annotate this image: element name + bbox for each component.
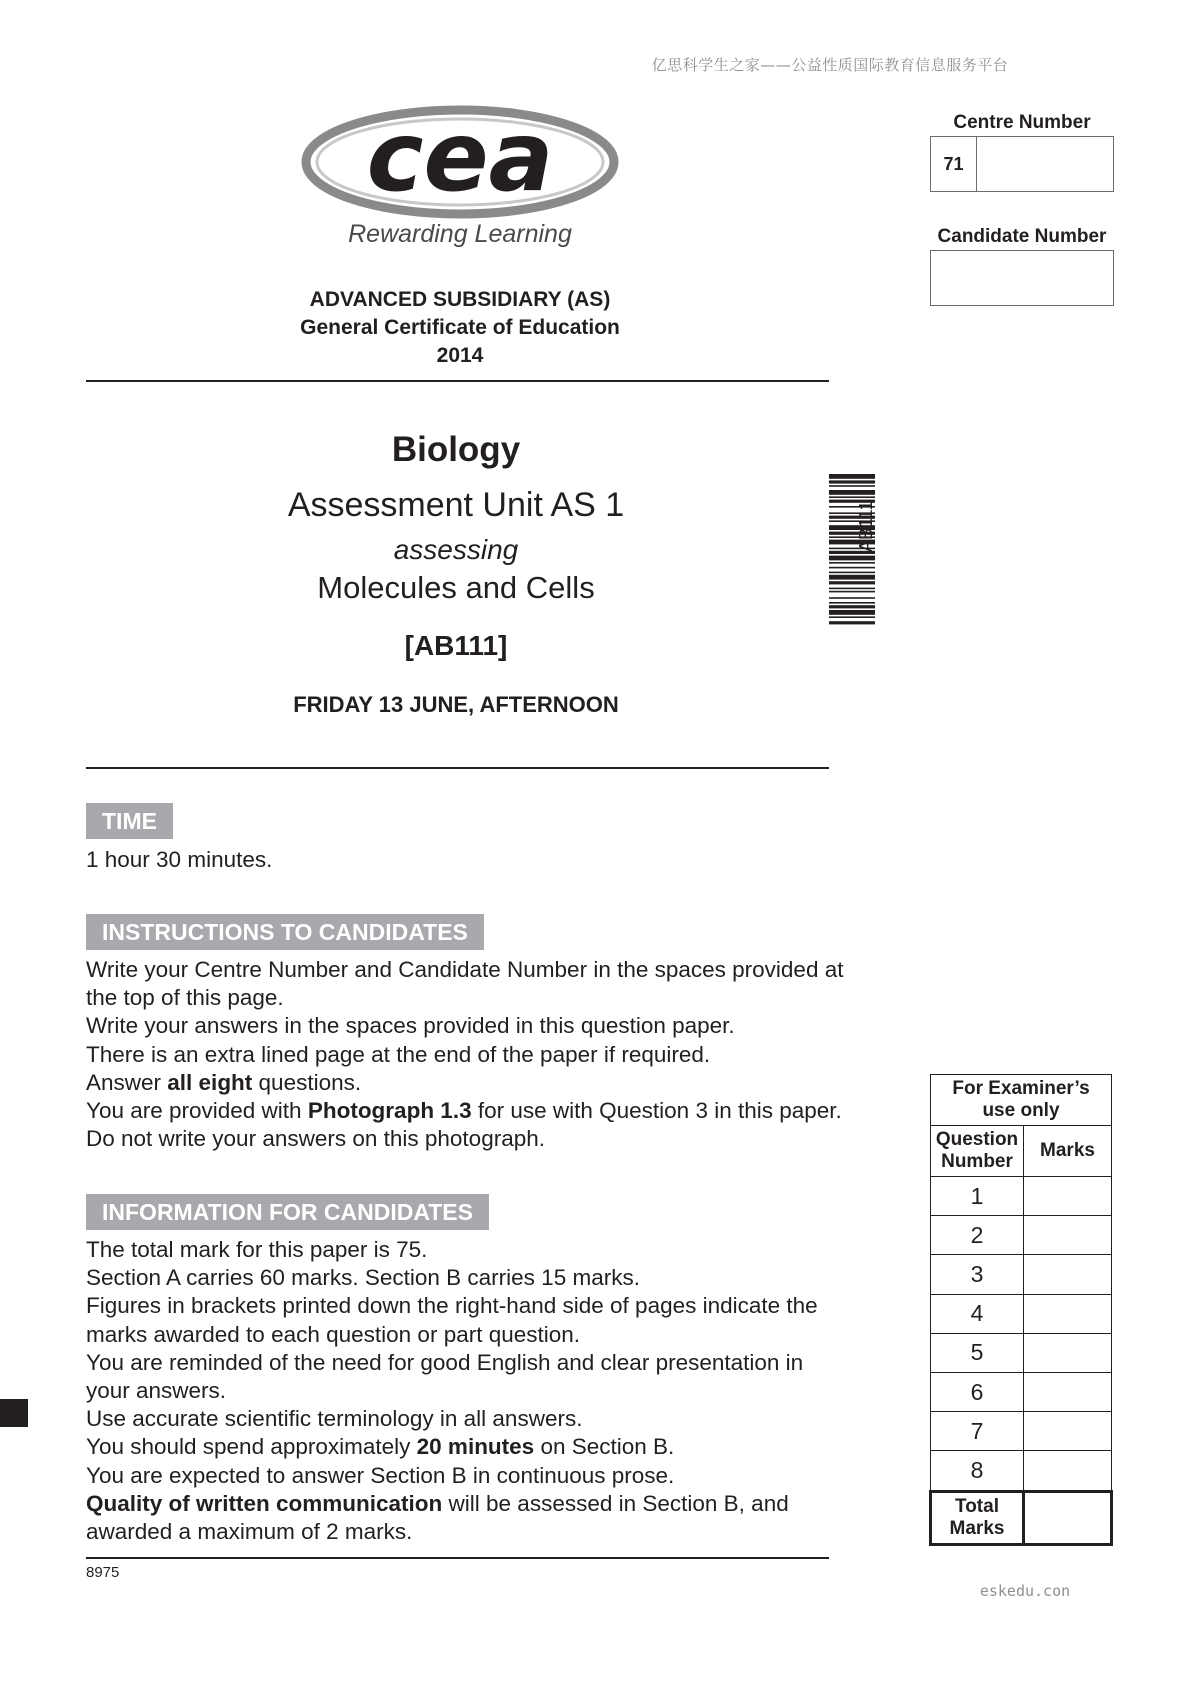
barcode-bar <box>829 572 875 574</box>
centre-number-field[interactable] <box>930 136 1114 192</box>
instruction-line: Do not write your answers on this photograph. <box>86 1126 545 1152</box>
instruction-line: There is an extra lined page at the end of the paper if required. <box>86 1041 711 1067</box>
question-number: 7 <box>931 1412 1024 1451</box>
marks-cell <box>1024 1255 1112 1294</box>
barcode-bar <box>829 621 875 624</box>
cea-logo <box>300 104 620 224</box>
assessing-text: assessing <box>393 534 519 565</box>
information-line: The total mark for this paper is 75. <box>86 1237 428 1262</box>
table-row <box>931 1255 1112 1294</box>
total-marks-label: Total Marks <box>931 1491 1024 1544</box>
question-number: 5 <box>931 1333 1024 1372</box>
barcode-label: AB111 <box>856 500 876 552</box>
table-row <box>931 1294 1112 1333</box>
examiner-table-title: For Examiner’s use only <box>931 1075 1112 1126</box>
paper-code-title: [AB111] <box>404 630 508 661</box>
logo-text: cea <box>366 104 554 213</box>
instructions-heading: INSTRUCTIONS TO CANDIDATES <box>86 914 484 950</box>
unit-title: Assessment Unit AS 1 <box>287 486 625 524</box>
marks-cell <box>1024 1294 1112 1333</box>
information-line: You are reminded of the need for good English and clear presentation in <box>86 1349 804 1375</box>
barcode-bar <box>829 575 875 580</box>
table-row <box>931 1372 1112 1411</box>
topic-title: Molecules and Cells <box>317 570 595 605</box>
qualification-level: ADVANCED SUBSIDIARY (AS) <box>309 288 611 311</box>
marks-cell <box>1024 1216 1112 1255</box>
information-line: your answers. <box>86 1378 227 1404</box>
margin-registration-mark <box>0 1399 28 1427</box>
barcode-bar <box>829 610 875 615</box>
information-line: You should spend approximately 20 minutes on Section B. <box>86 1434 675 1460</box>
information-line: Section A carries 60 marks. Section B carries 15 marks. <box>86 1265 640 1291</box>
exam-date: FRIDAY 13 JUNE, AFTERNOON <box>293 692 619 717</box>
time-text: 1 hour 30 minutes. <box>86 847 273 872</box>
barcode-bar <box>829 597 875 599</box>
instruction-line: Answer all eight questions. <box>86 1069 362 1095</box>
table-row <box>931 1333 1112 1372</box>
instruction-line: Write your Centre Number and Candidate Number in the spaces provided at <box>86 957 844 982</box>
total-marks-cell <box>1024 1491 1112 1544</box>
question-number: 6 <box>931 1372 1024 1411</box>
information-line: Quality of written communication will be assessed in Section B, and <box>86 1490 789 1516</box>
instructions-body <box>86 956 926 1153</box>
qualification-year: 2014 <box>436 344 484 367</box>
barcode-bar <box>829 562 875 564</box>
instruction-line: Write your answers in the spaces provided in this question paper. <box>86 1013 735 1039</box>
qualification-name: General Certificate of Education <box>300 316 620 339</box>
centre-number-prefix: 71 <box>931 137 977 191</box>
middle-rule <box>86 767 829 769</box>
marks-cell <box>1024 1177 1112 1216</box>
information-heading: INFORMATION FOR CANDIDATES <box>86 1194 489 1230</box>
information-body <box>86 1236 926 1546</box>
barcode-bar <box>829 602 875 604</box>
top-rule <box>86 380 829 382</box>
barcode-bar <box>829 605 875 608</box>
logo-tagline: Rewarding Learning <box>348 220 572 248</box>
marks-cell <box>1024 1451 1112 1491</box>
centre-number-label: Centre Number <box>953 112 1091 133</box>
marks-cell <box>1024 1412 1112 1451</box>
question-number: 8 <box>931 1451 1024 1491</box>
barcode-bar <box>829 556 875 561</box>
table-row <box>931 1412 1112 1451</box>
table-row <box>931 1216 1112 1255</box>
time-heading: TIME <box>86 803 173 839</box>
table-row <box>931 1177 1112 1216</box>
information-line: Use accurate scientific terminology in all answers. <box>86 1406 583 1432</box>
question-number: 3 <box>931 1255 1024 1294</box>
question-number: 4 <box>931 1294 1024 1333</box>
marks-header: Marks <box>1024 1126 1112 1177</box>
barcode-bar <box>829 616 875 618</box>
barcode-bar <box>829 591 875 593</box>
information-line: Figures in brackets printed down the right-hand side of pages indicate the <box>86 1293 818 1319</box>
examiner-marks-table <box>929 1074 1113 1546</box>
subject-title: Biology <box>391 430 521 469</box>
question-number: 1 <box>931 1177 1024 1216</box>
instruction-line: You are provided with Photograph 1.3 for use with Question 3 in this paper. <box>86 1098 842 1124</box>
question-number-header: Question Number <box>931 1126 1024 1177</box>
marks-cell <box>1024 1333 1112 1372</box>
information-line: awarded a maximum of 2 marks. <box>86 1519 413 1545</box>
watermark-top: 亿思科学生之家——公益性质国际教育信息服务平台 <box>651 56 1009 74</box>
information-line: You are expected to answer Section B in continuous prose. <box>86 1462 675 1488</box>
footer-paper-code: 8975 <box>86 1564 120 1581</box>
table-row <box>931 1451 1112 1491</box>
marks-cell <box>1024 1372 1112 1411</box>
barcode-bar <box>829 581 875 584</box>
bottom-rule <box>86 1557 829 1559</box>
candidate-number-field[interactable] <box>930 250 1114 306</box>
watermark-bottom: eskedu.con <box>979 1582 1071 1600</box>
candidate-number-label: Candidate Number <box>937 226 1107 247</box>
question-number: 2 <box>931 1216 1024 1255</box>
barcode-bar <box>829 567 875 569</box>
barcode-bar <box>829 588 875 590</box>
information-line: marks awarded to each question or part question. <box>86 1321 581 1347</box>
instruction-line: the top of this page. <box>86 985 284 1011</box>
